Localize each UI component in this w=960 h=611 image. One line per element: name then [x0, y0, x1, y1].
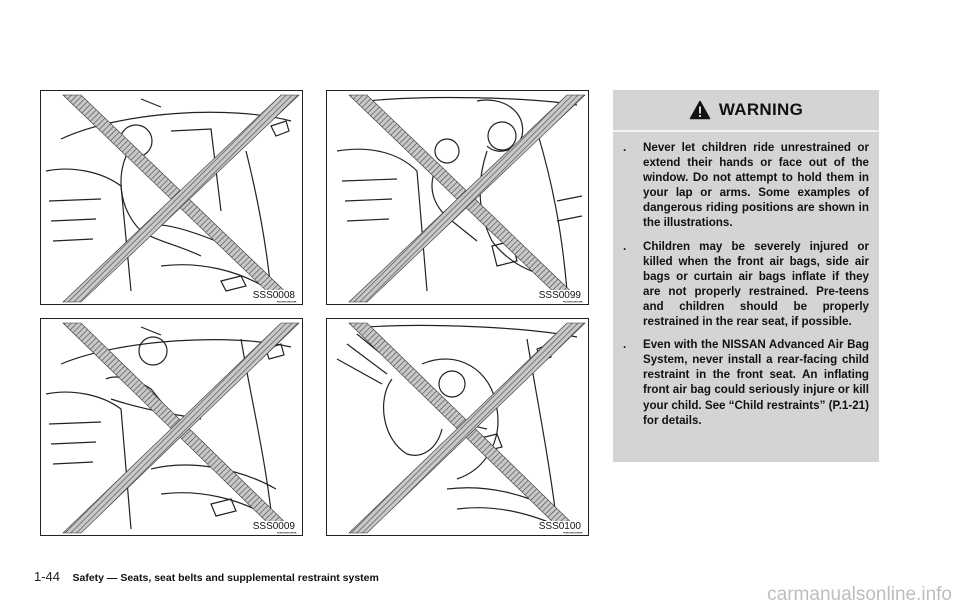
- warning-item-text: Children may be severely injured or killed when the front air bags, side air bags or curtain air bags inflate if they are not properly restrained. Pre-teens and children should be properly restrained in the rear seat, if possible.: [643, 239, 869, 329]
- illustration-child-standing: [40, 90, 303, 305]
- warning-triangle-icon: [689, 100, 711, 120]
- section-title: Safety — Seats, seat belts and supplemental restraint system: [72, 572, 379, 584]
- bullet: .: [623, 141, 627, 154]
- figure-code: SSS0008: [252, 290, 295, 301]
- warning-item-text: Never let children ride unrestrained or extend their hands or face out of the window. Do not attempt to hold them in your lap or arms. Some examples of dangerous riding positions are shown in the illustrations.: [643, 141, 869, 230]
- page-footer: [34, 568, 379, 586]
- warning-header: [613, 90, 879, 132]
- illustration-drawing: [327, 319, 589, 536]
- figure-code: SSS0009: [252, 521, 295, 532]
- figure-code: SSS0100: [538, 521, 581, 532]
- warning-title: WARNING: [718, 100, 804, 119]
- illustration-rear-facing-seat-airbag: [326, 318, 589, 536]
- warning-item: [623, 140, 869, 231]
- warning-item-text: Even with the NISSAN Advanced Air Bag System, never install a rear-facing child restraint in the front seat. An inflating front air bag could seriously injure or kill your child. See “Child restraints” (P.1-21) for details.: [643, 338, 869, 427]
- illustration-drawing: [327, 91, 589, 305]
- illustration-drawing: [41, 91, 303, 305]
- watermark-text: carmanualsonline.info: [767, 584, 952, 605]
- bullet: .: [623, 338, 627, 352]
- warning-list: [613, 132, 879, 428]
- illustration-child-on-lap: [326, 90, 589, 305]
- warning-box: [613, 90, 879, 462]
- warning-item: [623, 239, 869, 330]
- figure-code: SSS0099: [538, 290, 581, 301]
- warning-item: [623, 337, 869, 428]
- illustration-drawing: [41, 319, 303, 536]
- illustration-child-on-dashboard: [40, 318, 303, 536]
- bullet: .: [623, 239, 627, 253]
- page-number: 1-44: [34, 569, 61, 584]
